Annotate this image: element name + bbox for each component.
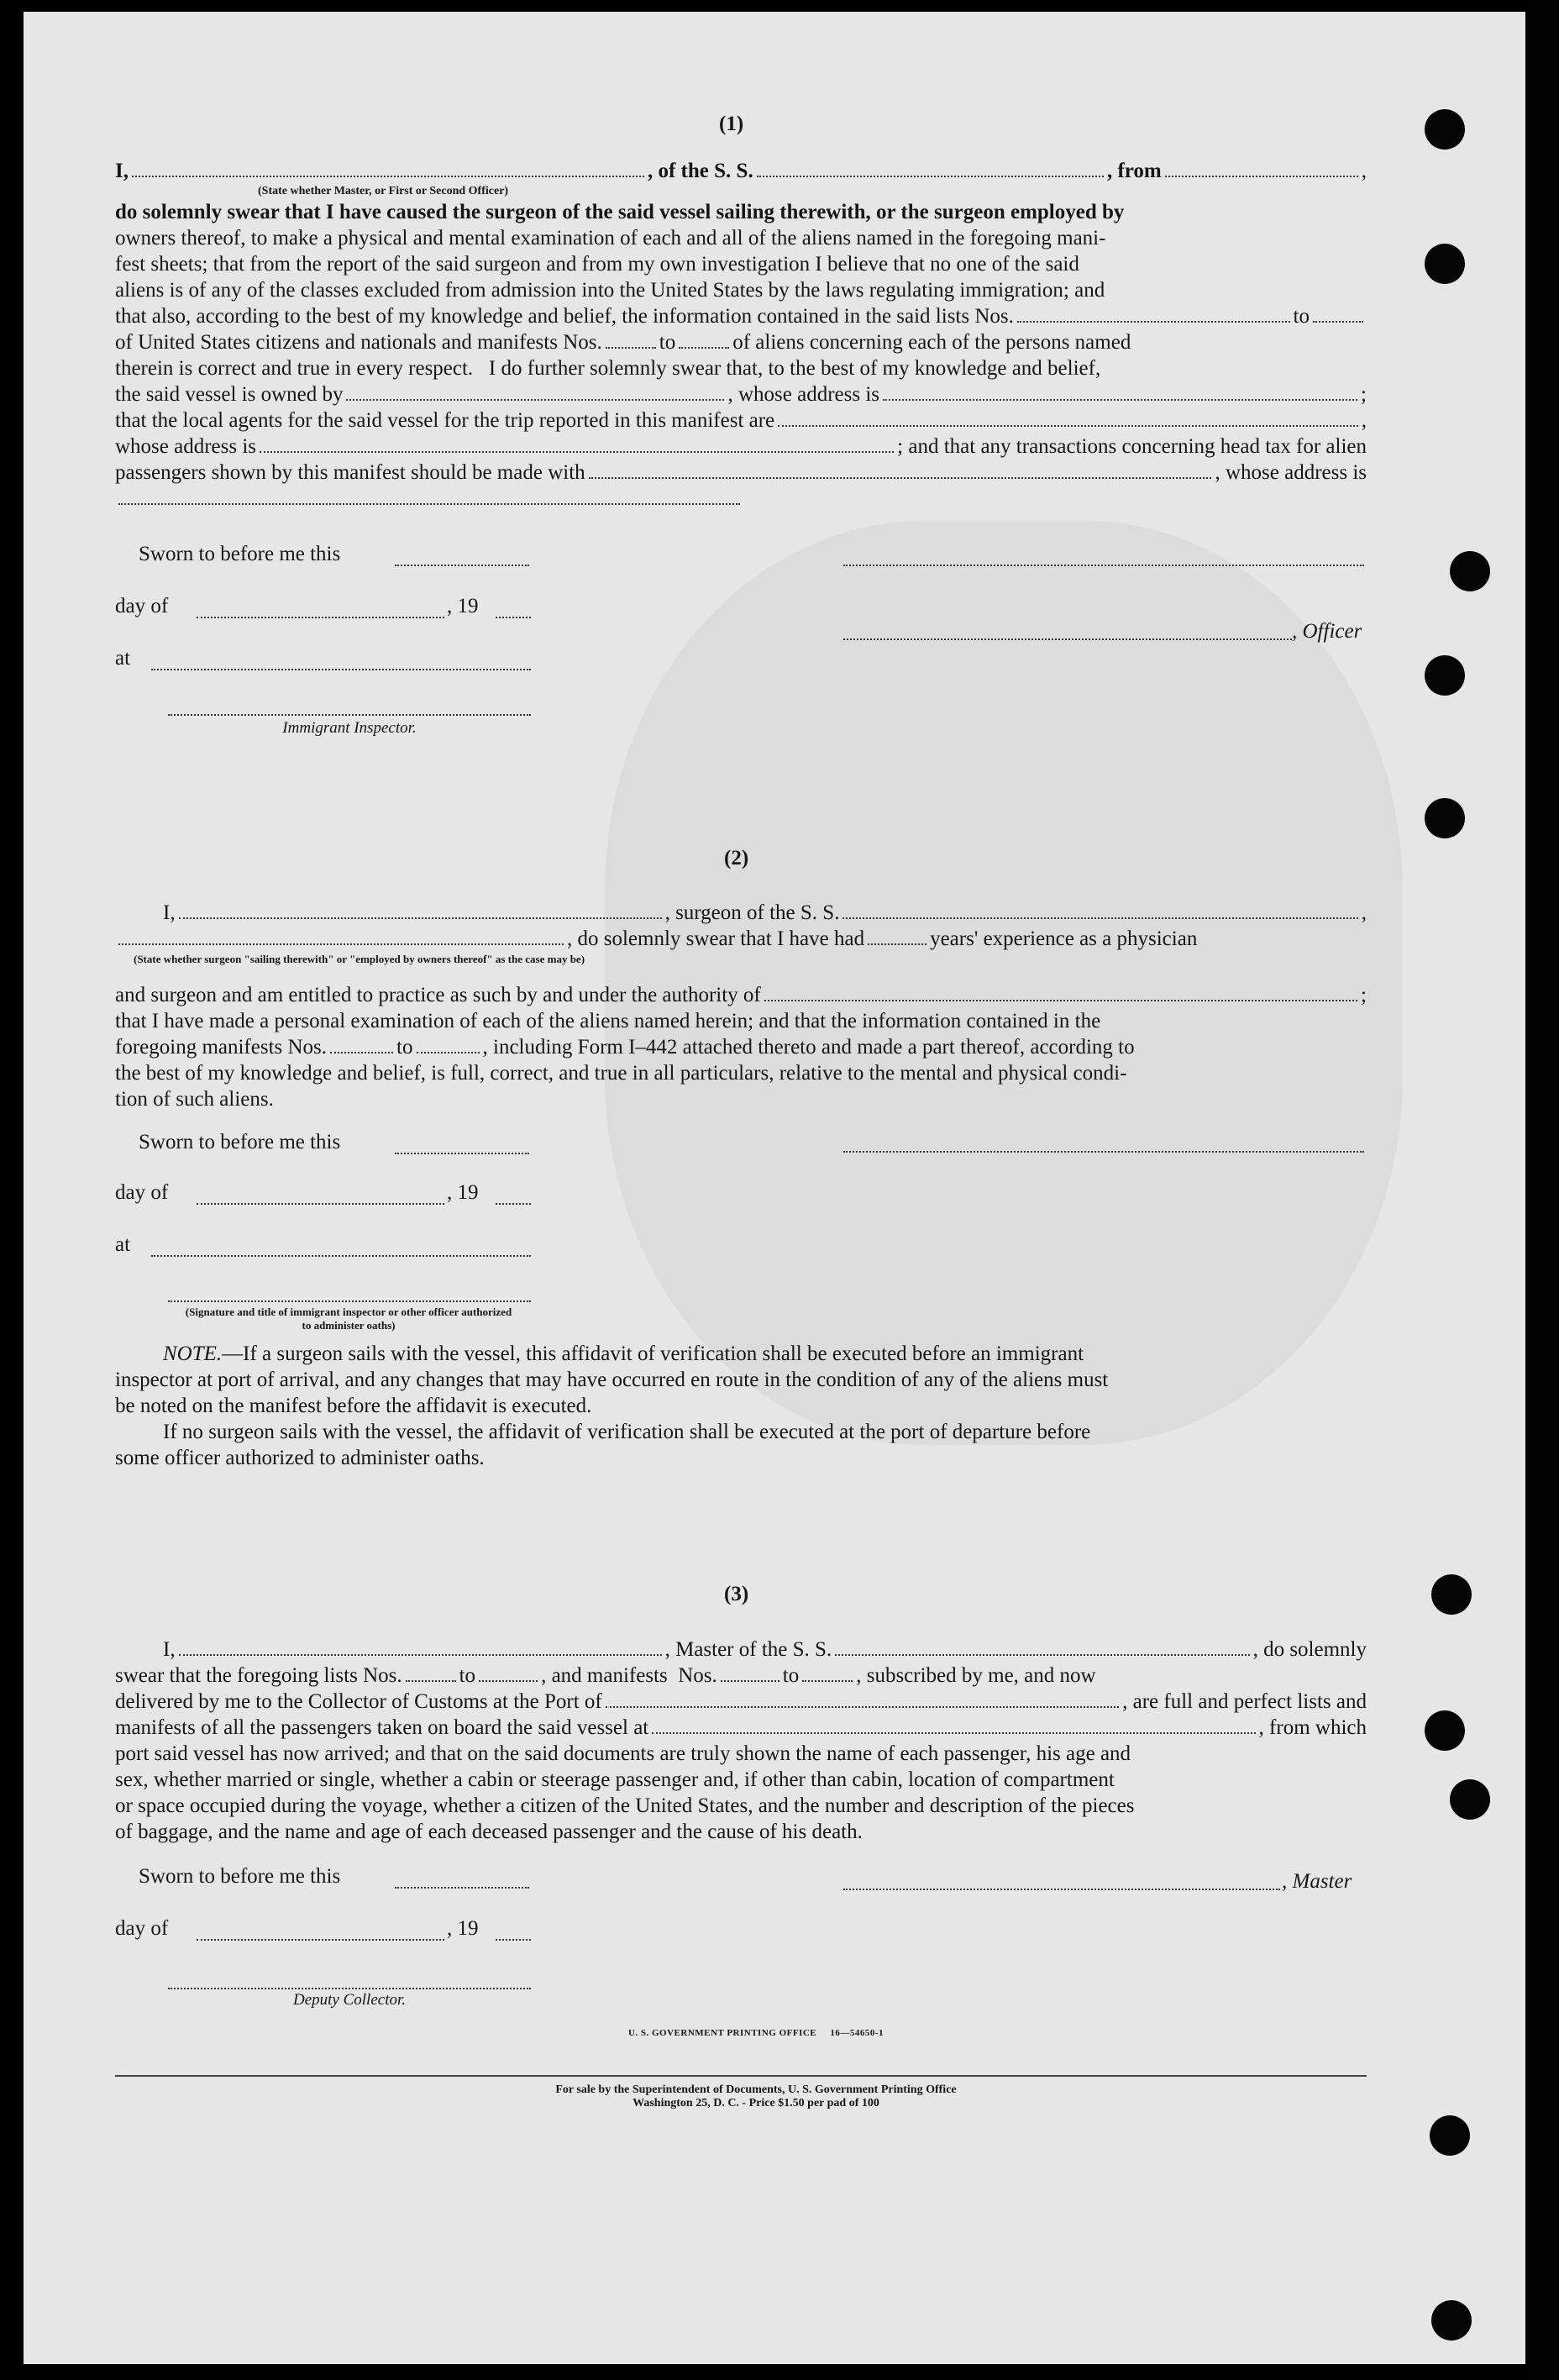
- lists-manifests-line: swear that the foregoing lists Nos. to , and manifests Nos. to , subscribed by me, and now: [115, 1664, 1096, 1687]
- vessel-name-field[interactable]: [757, 176, 1104, 177]
- collector-signature-line[interactable]: [168, 1988, 531, 1989]
- head-tax-line: passengers shown by this manifest should be made with , whose address is: [115, 461, 1367, 484]
- surgeon-manifests-to-field[interactable]: [417, 1052, 480, 1053]
- head-tax-party-field[interactable]: [589, 477, 1212, 479]
- inspector-caption: Immigrant Inspector.: [282, 719, 417, 737]
- master-line: I, , Master of the S. S. , do solemnly: [163, 1638, 1367, 1661]
- at-label: at: [115, 647, 131, 670]
- section-3-number: (3): [724, 1583, 749, 1605]
- manifests-from-field[interactable]: [606, 347, 656, 349]
- surgeon-name-field[interactable]: [179, 917, 662, 919]
- place-field[interactable]: [151, 1255, 531, 1257]
- agents-line: that the local agents for the said vessel for the trip reported in this manifest are ,: [115, 409, 1367, 432]
- at-label: at: [115, 1233, 131, 1256]
- surgeon-name-line: I, , surgeon of the S. S. ,: [163, 901, 1367, 924]
- lists-from-field[interactable]: [406, 1680, 456, 1682]
- surgeon-vessel-field[interactable]: [842, 917, 1357, 919]
- section-2-number: (2): [724, 847, 749, 870]
- surgeon-caption: (State whether surgeon "sailing therewith" or "employed by owners thereof" as the case may be): [134, 953, 585, 965]
- punch-hole: [1430, 2115, 1470, 2156]
- master-signer-field[interactable]: [179, 1654, 662, 1656]
- departure-port-field[interactable]: [1165, 176, 1358, 177]
- head-tax-address-field[interactable]: [118, 503, 740, 505]
- declaration-line: sex, whether married or single, whether a cabin or steerage passenger and, if other than cabin, location of compartment: [115, 1768, 1115, 1791]
- correct-line: therein is correct and true in every respect. I do further solemnly swear that, to the best of my knowledge and belief,: [115, 357, 1101, 380]
- master-vessel-field[interactable]: [835, 1654, 1249, 1656]
- lists-from-field[interactable]: [1017, 321, 1290, 323]
- lists-line: that also, according to the best of my knowledge and belief, the information contained in the said lists Nos. to: [115, 303, 1367, 329]
- manifests-to-field[interactable]: [802, 1680, 853, 1682]
- owner-address-field[interactable]: [883, 399, 1357, 401]
- day-of-label: day of: [115, 1181, 169, 1204]
- agents-address-field[interactable]: [260, 451, 894, 453]
- note-text: If no surgeon sails with the vessel, the affidavit of verification shall be executed at the port of departure before: [163, 1421, 1091, 1443]
- note-text: —If a surgeon sails with the vessel, this affidavit of verification shall be executed before an immigrant: [222, 1342, 1084, 1365]
- surgeon-signature-line[interactable]: [843, 1151, 1364, 1153]
- oath-line: do solemnly swear that I have caused the surgeon of the said vessel sailing therewith, or the surgeon employed by: [115, 201, 1125, 223]
- day-month-field[interactable]: [197, 1939, 444, 1941]
- surgeon-status-field[interactable]: [118, 943, 564, 945]
- port-field[interactable]: [606, 1706, 1119, 1708]
- sworn-date-field[interactable]: [395, 1153, 529, 1154]
- owner-line: the said vessel is owned by , whose address is ;: [115, 383, 1367, 406]
- owner-field[interactable]: [346, 399, 724, 401]
- boarding-port-field[interactable]: [652, 1732, 1255, 1734]
- condition-line: tion of such aliens.: [115, 1088, 274, 1111]
- oath-line: aliens is of any of the classes excluded from admission into the United States by the laws regulating immigration; and: [115, 279, 1105, 302]
- declaration-line: of baggage, and the name and age of each deceased passenger and the cause of his death.: [115, 1820, 863, 1843]
- section-3-body: [115, 1637, 1367, 1845]
- punch-hole: [1425, 109, 1465, 150]
- day-month-field[interactable]: [197, 617, 444, 618]
- sale-price: Washington 25, D. C. - Price $1.50 per pad of 100: [633, 2097, 879, 2109]
- master-signature-line[interactable]: [843, 1889, 1280, 1890]
- manifests-to-field[interactable]: [679, 347, 729, 349]
- sale-notice: For sale by the Superintendent of Documents, U. S. Government Printing Office: [555, 2083, 957, 2096]
- declaration-line: port said vessel has now arrived; and that on the said documents are truly shown the name of each passenger, his age and: [115, 1742, 1131, 1765]
- citizens-line: of United States citizens and nationals and manifests Nos. to of aliens concerning each of the persons named: [115, 331, 1131, 354]
- master-caption: (State whether Master, or First or Second Officer): [258, 185, 509, 197]
- year-field[interactable]: [496, 617, 531, 618]
- day-of-label: day of: [115, 595, 169, 617]
- sworn-label: Sworn to before me this: [139, 1865, 341, 1888]
- lists-to-field[interactable]: [479, 1680, 538, 1682]
- agents-address-line: whose address is ; and that any transactions concerning head tax for alien: [115, 435, 1367, 458]
- note-text: be noted on the manifest before the affidavit is executed.: [115, 1395, 592, 1417]
- punch-hole: [1425, 798, 1465, 838]
- of-ss-label: , of the S. S.: [647, 160, 753, 182]
- note-text: inspector at port of arrival, and any changes that may have occurred en route in the condition of any of the aliens must: [115, 1369, 1109, 1391]
- day-month-field[interactable]: [197, 1203, 444, 1205]
- punch-hole: [1450, 551, 1490, 591]
- note-text: some officer authorized to administer oaths.: [115, 1447, 485, 1469]
- year-label: , 19: [447, 1917, 479, 1940]
- years-experience-field[interactable]: [868, 943, 926, 945]
- punch-hole: [1425, 244, 1465, 284]
- inspector-caption: (Signature and title of immigrant inspector or other officer authorized to administer oaths): [185, 1306, 512, 1332]
- from-label: , from: [1106, 160, 1162, 182]
- surgeon-manifests-from-field[interactable]: [330, 1052, 393, 1053]
- lists-to-field[interactable]: [1313, 321, 1363, 323]
- port-line: delivered by me to the Collector of Customs at the Port of , are full and perfect lists and: [115, 1690, 1367, 1713]
- note-label: NOTE.: [163, 1342, 223, 1365]
- master-name-line: I, , of the S. S. , from ,: [115, 160, 1367, 182]
- inspector-signature-line[interactable]: [168, 714, 531, 716]
- oath-line: owners thereof, to make a physical and mental examination of each and all of the aliens named in the foregoing mani-: [115, 227, 1106, 250]
- sworn-label: Sworn to before me this: [139, 1131, 341, 1153]
- gpo-imprint: U. S. GOVERNMENT PRINTING OFFICE 16—54650-1: [627, 2028, 884, 2038]
- section-1-number: (1): [719, 113, 744, 135]
- boarding-line: manifests of all the passengers taken on board the said vessel at , from which: [115, 1716, 1367, 1739]
- punch-hole: [1425, 655, 1465, 696]
- section-2-body: [115, 900, 1367, 1112]
- day-of-label: day of: [115, 1917, 169, 1940]
- authority-line: and surgeon and am entitled to practice as such by and under the authority of ;: [115, 984, 1367, 1006]
- officer-label: , Officer: [1292, 620, 1362, 643]
- scan-border: [1527, 0, 1559, 2380]
- pronoun-i: I,: [115, 160, 129, 182]
- oath-line: fest sheets; that from the report of the said surgeon and from my own investigation I believe that no one of the said: [115, 253, 1079, 276]
- master-name-field[interactable]: [132, 176, 644, 177]
- section-1-body: [115, 158, 1367, 512]
- punch-hole: [1425, 1710, 1465, 1751]
- sworn-date-field[interactable]: [395, 1887, 529, 1889]
- punch-hole: [1431, 1574, 1472, 1615]
- year-field[interactable]: [496, 1939, 531, 1941]
- officer-signature-top[interactable]: [843, 565, 1364, 566]
- punch-hole: [1450, 1779, 1490, 1820]
- experience-line: , do solemnly swear that I have had years' experience as a physician: [115, 926, 1367, 952]
- inspector-signature-line[interactable]: [168, 1300, 531, 1302]
- note-block: [115, 1341, 1367, 1471]
- agents-field[interactable]: [778, 425, 1358, 427]
- exam-line: that I have made a personal examination of each of the aliens named herein; and that the information contained in the: [115, 1010, 1101, 1032]
- sworn-date-field[interactable]: [395, 565, 529, 566]
- year-label: , 19: [447, 1181, 479, 1204]
- master-label: , Master: [1282, 1870, 1352, 1893]
- year-label: , 19: [447, 595, 479, 617]
- place-field[interactable]: [151, 669, 531, 670]
- authority-field[interactable]: [764, 1000, 1357, 1001]
- collector-caption: Deputy Collector.: [292, 1991, 407, 2009]
- declaration-line: or space occupied during the voyage, whether a citizen of the United States, and the number and description of the pieces: [115, 1794, 1135, 1817]
- surgeon-manifests-line: foregoing manifests Nos. to , including Form I–442 attached thereto and made a part thereof, according to: [115, 1036, 1135, 1059]
- footer-rule: [115, 2075, 1367, 2077]
- officer-signature-line[interactable]: [843, 638, 1292, 640]
- sworn-label: Sworn to before me this: [139, 543, 341, 565]
- year-field[interactable]: [496, 1203, 531, 1205]
- best-knowledge-line: the best of my knowledge and belief, is full, correct, and true in all particulars, relative to the mental and physical condi-: [115, 1062, 1127, 1085]
- punch-hole: [1431, 2300, 1472, 2341]
- manifests-from-field[interactable]: [721, 1680, 780, 1682]
